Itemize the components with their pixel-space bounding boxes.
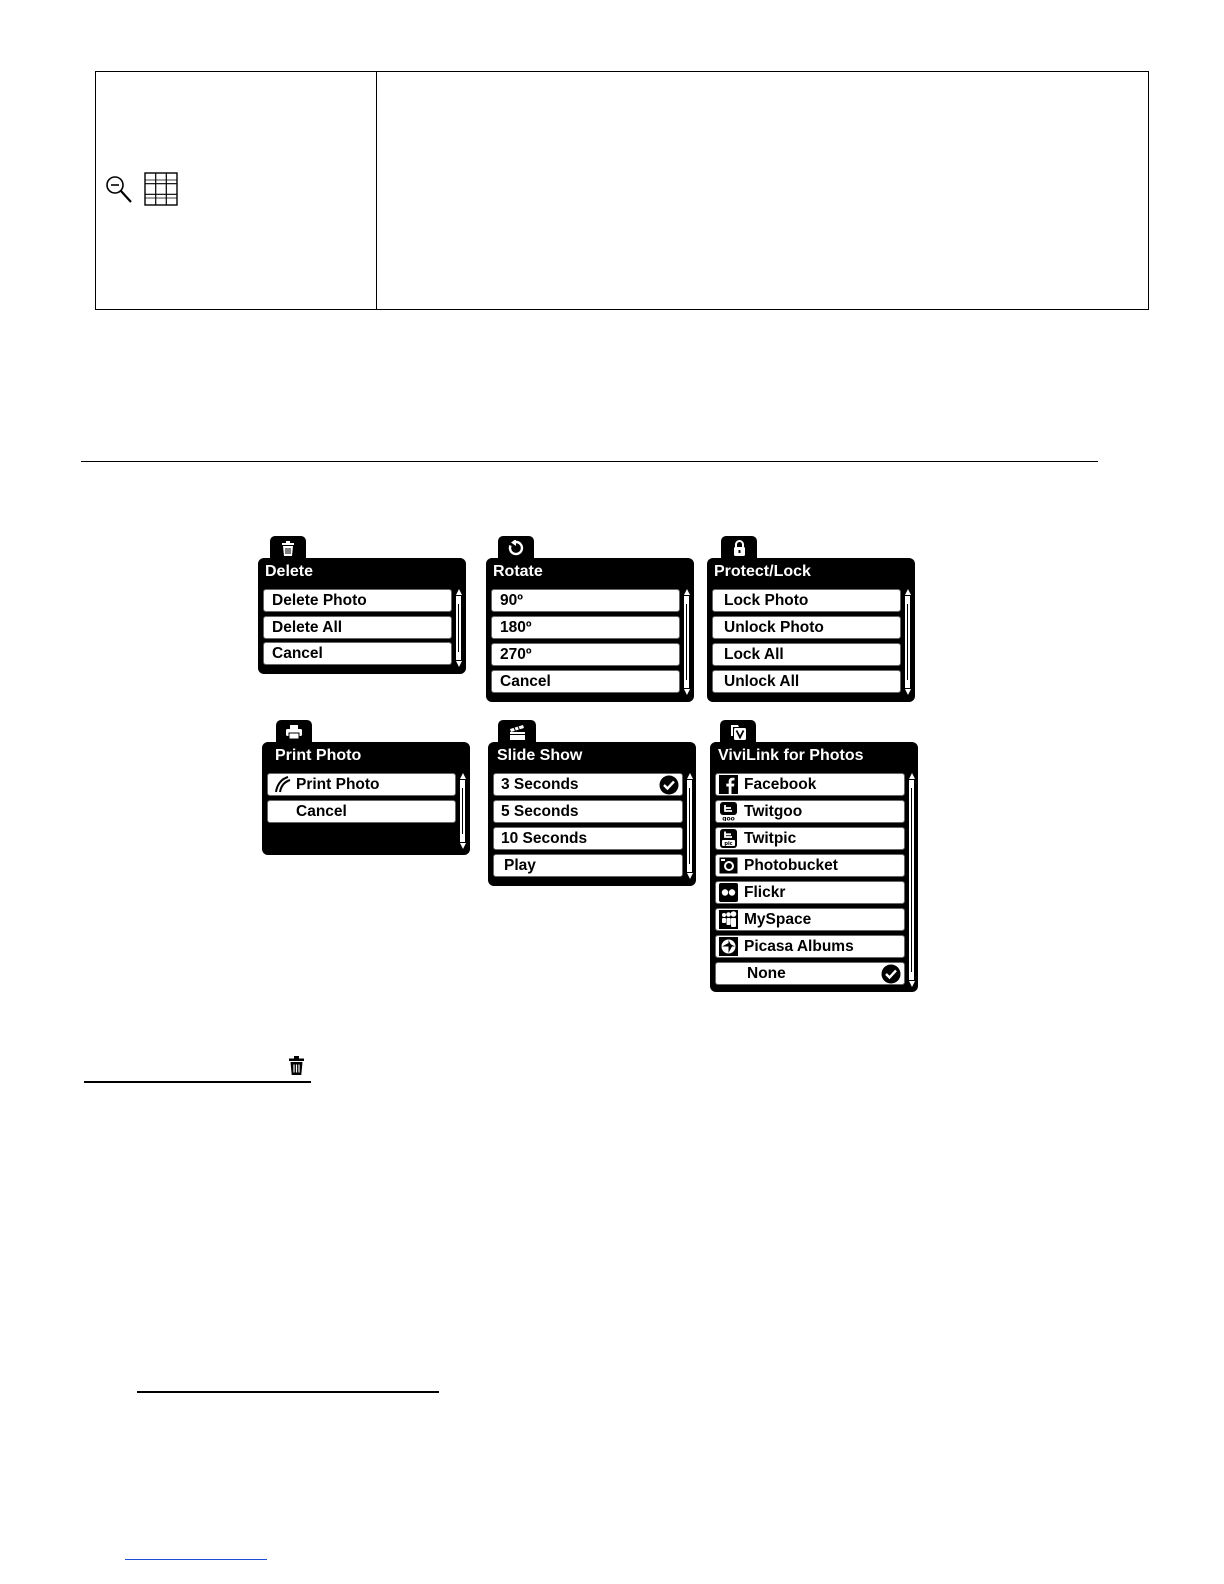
printer-icon [286,725,302,739]
menu-item-myspace[interactable]: MySpace [715,908,905,931]
vivilink-menu-tab [720,720,756,744]
section-divider [81,461,1098,462]
menu-item-photobucket[interactable]: Photobucket [715,854,905,877]
link-underline[interactable] [125,1559,267,1560]
menu-title: ViviLink for Photos [718,747,864,764]
scrollbar[interactable] [456,596,461,660]
menu-title: Print Photo [275,747,362,764]
facebook-icon [719,775,738,794]
table-divider [376,72,377,309]
menu-item-5-seconds[interactable]: 5 Seconds [493,800,683,823]
flickr-icon [719,883,738,902]
menu-title: Rotate [493,563,543,580]
menu-item-90[interactable]: 90º [491,589,680,612]
vivilink-menu [710,720,918,992]
print-photo-menu [262,720,470,855]
delete-menu [258,536,466,674]
vivilink-menu-body [710,742,918,992]
menu-item-twitgoo[interactable]: goo Twitgoo [715,800,905,823]
menu-item-twitpic[interactable]: pic Twitpic [715,827,905,850]
svg-text:pic: pic [724,841,733,848]
rotate-icon [508,540,524,556]
menu-item-cancel[interactable]: Cancel [263,642,452,665]
twitpic-icon [719,829,738,848]
scrollbar[interactable] [460,780,465,842]
picasa-icon [719,937,738,956]
menu-title: Slide Show [497,747,583,764]
protect-lock-menu [707,536,915,702]
rotate-menu-tab [498,536,534,560]
menu-item-picasa-albums[interactable]: Picasa Albums [715,935,905,958]
scrollbar[interactable] [909,780,914,980]
table-icon-cell [104,172,178,206]
pictbridge-icon [274,776,292,793]
menu-item-unlock-all[interactable]: Unlock All [712,670,901,693]
protect-menu-body [707,558,915,702]
feature-table [95,71,1149,310]
protect-menu-tab [721,536,757,560]
lock-icon [733,540,746,556]
delete-menu-tab [270,536,306,560]
thumbnail-grid-icon [144,172,178,206]
section-heading-underline [84,1081,311,1083]
menu-item-play[interactable]: Play [493,854,683,877]
zoom-out-icon [104,173,134,205]
scrollbar[interactable] [905,596,910,688]
trash-icon [281,541,295,556]
menu-item-lock-all[interactable]: Lock All [712,643,901,666]
delete-menu-body [258,558,466,674]
rotate-menu [486,536,694,702]
menu-item-delete-all[interactable]: Delete All [263,616,452,639]
menu-item-flickr[interactable]: Flickr [715,881,905,904]
myspace-icon [719,910,738,929]
menu-item-print-photo[interactable]: Print Photo [267,773,456,796]
menu-item-180[interactable]: 180º [491,616,680,639]
menu-item-cancel[interactable]: Cancel [267,800,456,823]
menu-item-cancel[interactable]: Cancel [491,670,680,693]
print-menu-body [262,742,470,855]
scrollbar[interactable] [687,780,692,872]
menu-item-10-seconds[interactable]: 10 Seconds [493,827,683,850]
menu-item-3-seconds[interactable]: 3 Seconds [493,773,683,796]
slideshow-menu-body [488,742,696,886]
menu-item-none[interactable]: None [715,962,905,985]
menu-title: Delete [265,563,314,580]
slideshow-menu-tab [498,720,536,744]
subsection-underline [137,1391,439,1393]
menu-item-270[interactable]: 270º [491,643,680,666]
menu-item-delete-photo[interactable]: Delete Photo [263,589,452,612]
menu-title: Protect/Lock [714,563,811,580]
rotate-menu-body [486,558,694,702]
menu-item-unlock-photo[interactable]: Unlock Photo [712,616,901,639]
clapperboard-icon [509,725,526,740]
trash-icon [288,1056,305,1075]
print-menu-tab [276,720,312,744]
check-icon [881,964,901,984]
vivilink-icon [729,724,747,741]
svg-text:goo: goo [722,815,735,822]
slide-show-menu [488,720,696,886]
check-icon [659,775,679,795]
menu-item-lock-photo[interactable]: Lock Photo [712,589,901,612]
twitgoo-icon [719,802,738,821]
menu-item-facebook[interactable]: Facebook [715,773,905,796]
photobucket-icon [719,856,738,875]
scrollbar[interactable] [684,596,689,688]
